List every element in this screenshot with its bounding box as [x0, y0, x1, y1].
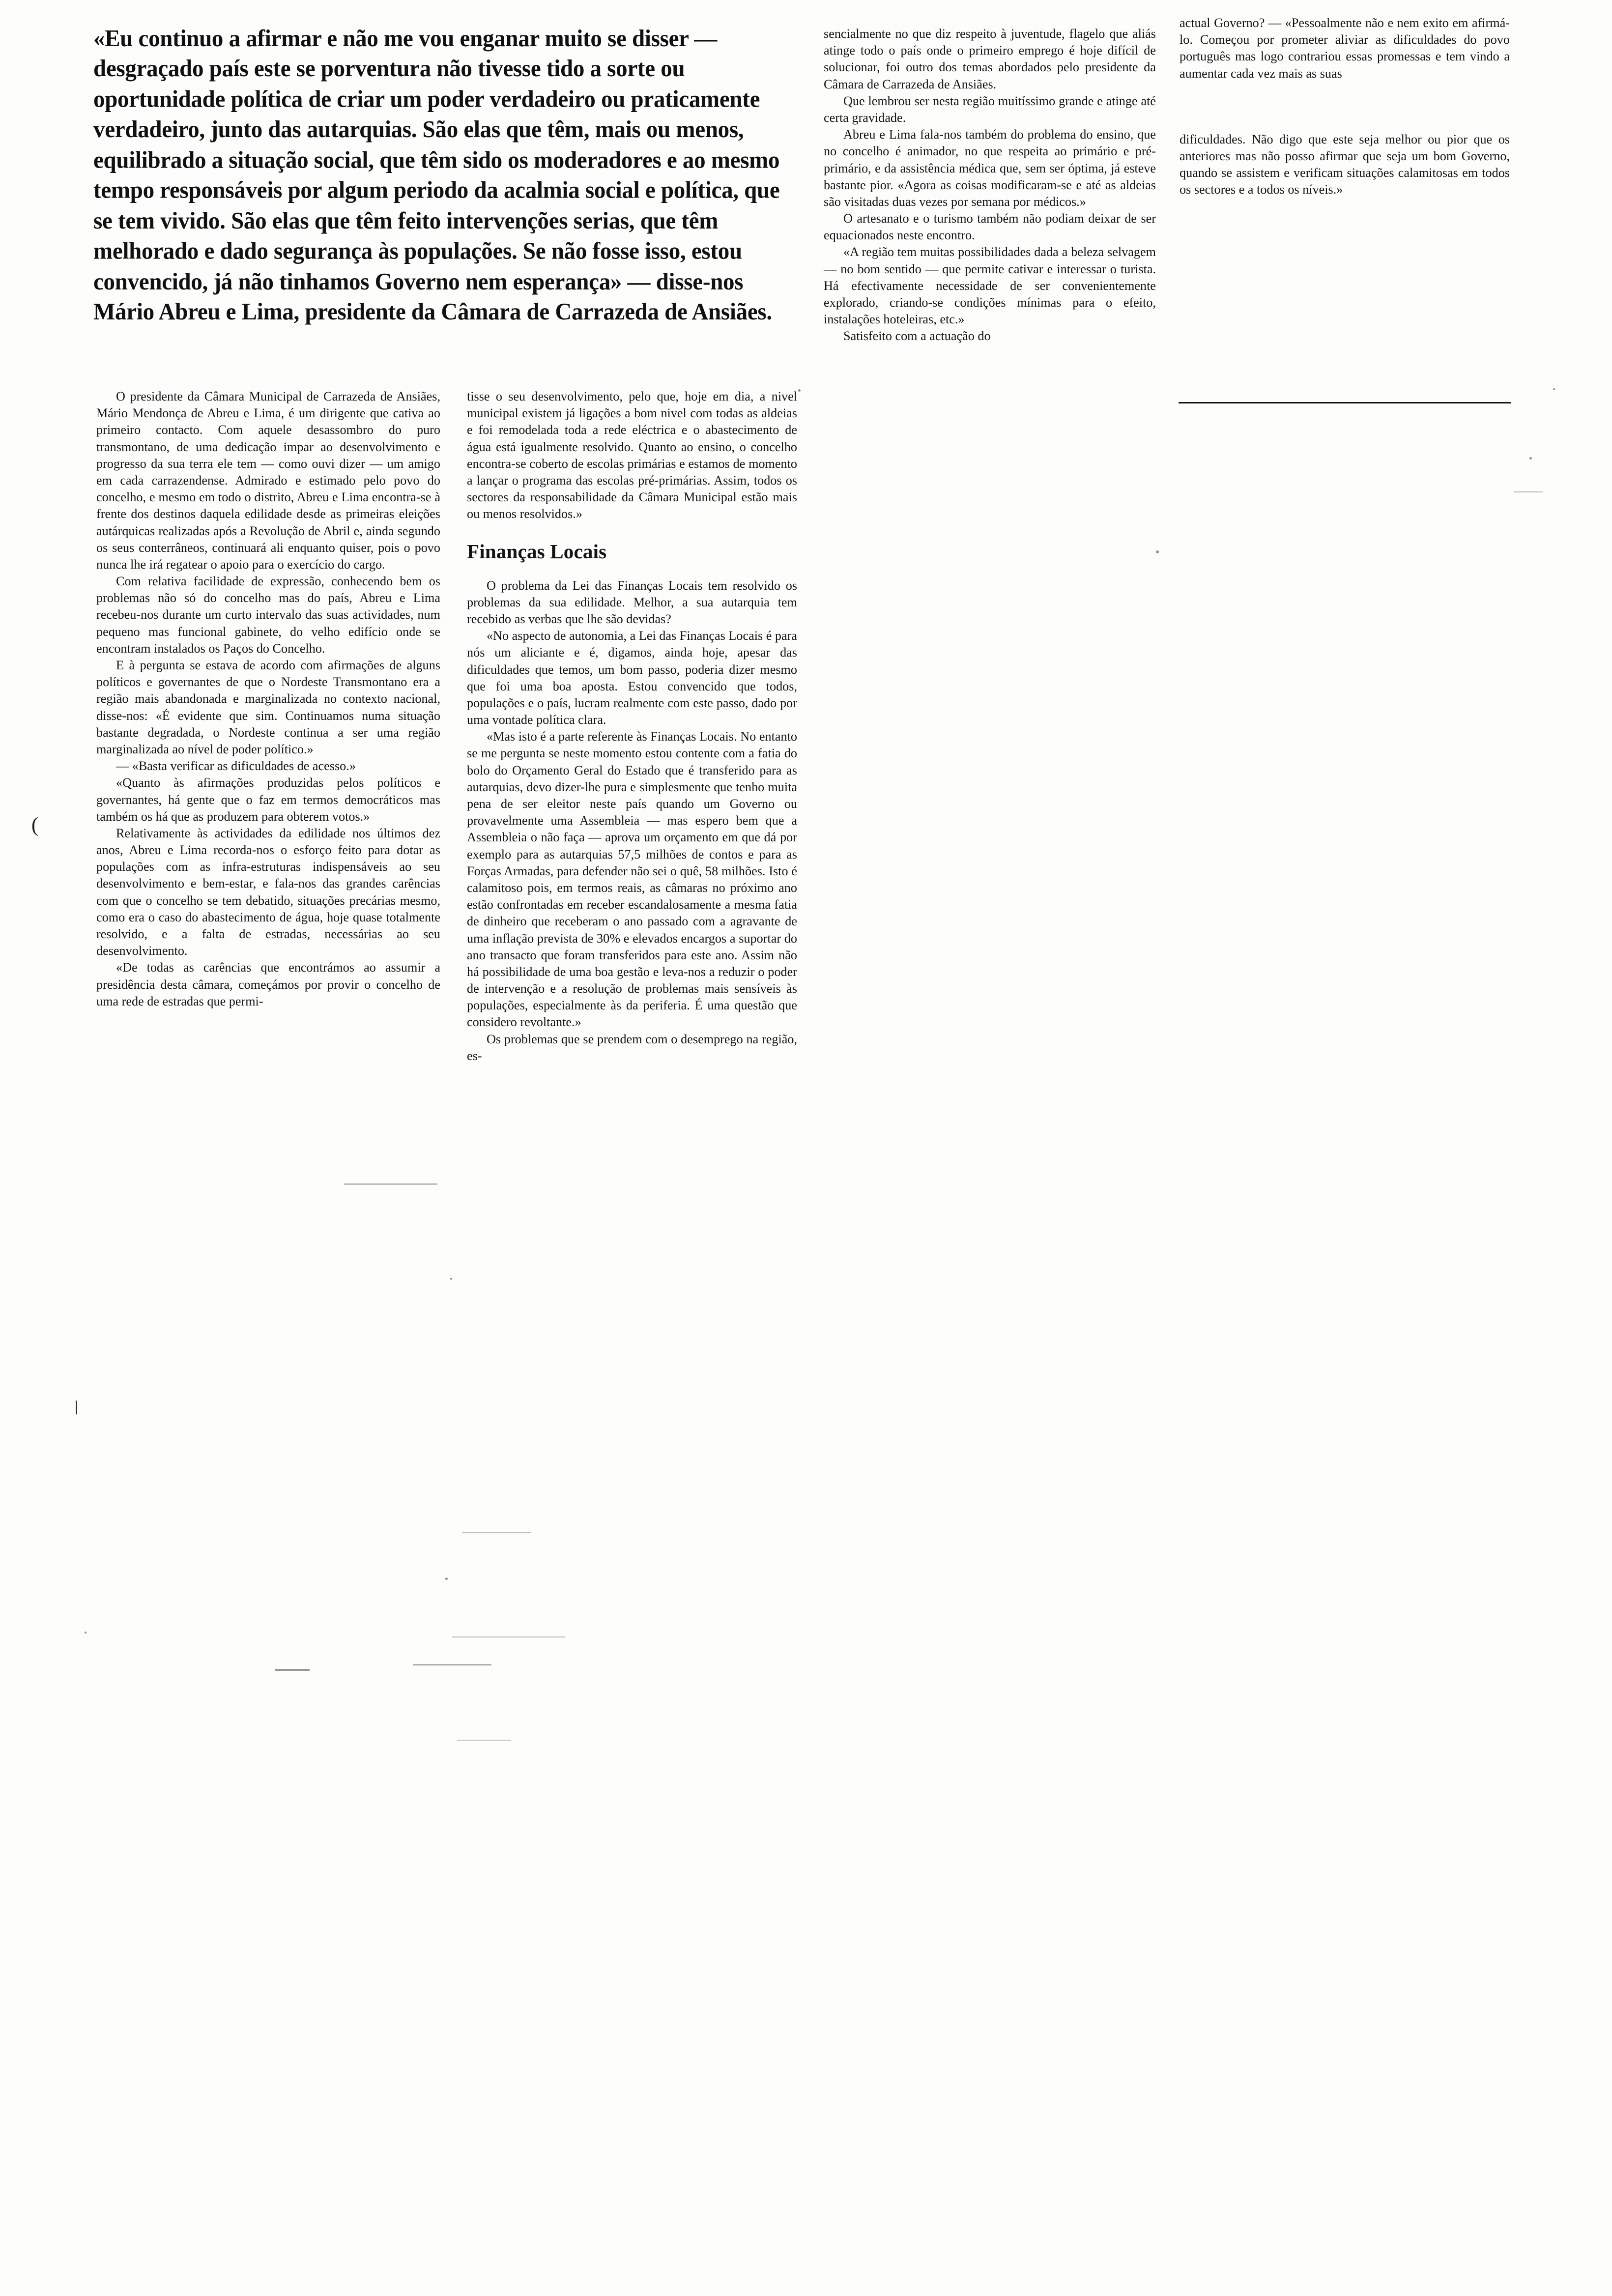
paragraph-continuation: actual Governo? — «Pessoalmente não e nem exito em afirmá-lo. Começou por prometer aliviar as dificuldades do povo português mas logo contrariou essas promessas e tem vindo a aumentar cada vez mais as suas: [1180, 16, 1510, 81]
scan-speck: [1156, 550, 1159, 553]
lead-quote-block: [93, 24, 791, 325]
scan-speck: [1553, 388, 1555, 390]
scan-speck: [450, 1278, 452, 1280]
scan-smudge: [344, 1183, 437, 1185]
scan-artifact-slash-mark: \: [70, 1396, 83, 1419]
article-column-4: [1180, 15, 1510, 199]
scan-speck: [85, 1632, 86, 1634]
paragraph: O problema da Lei das Finanças Locais tem resolvido os problemas da sua edilidade. Melhor, a sua autarquia tem recebido as verbas que lhe são devidas?: [467, 578, 797, 626]
paragraph-continuation: sencialmente no que diz respeito à juventude, flagelo que aliás atinge todo o país onde o primeiro emprego é hoje difícil de solucionar, foi outro dos temas abordados pelo presidente da Câmara de Carrazeda de Ansiães.: [824, 27, 1156, 91]
paragraph: Abreu e Lima fala-nos também do problema do ensino, que no concelho é animador, no que respeita ao primário e pré-primário, e da assistência médica que, sem ser óptima, já esteve bastante pior. «Agora as coisas modificaram-se e até as aldeias são visitadas duas vezes por semana por médicos.»: [824, 127, 1156, 209]
paragraph: «De todas as carências que encontrámos ao assumir a presidência desta câmara, começámos por provir o concelho de uma rede de estradas que permi-: [96, 960, 440, 1008]
paragraph: Os problemas que se prendem com o desemprego na região, es-: [467, 1032, 797, 1063]
paragraph: «Mas isto é a parte referente às Finanças Locais. No entanto se me pergunta se neste momento estou contente com a fatia do bolo do Orçamento Geral do Estado que é transferido para as autarquias, devo dizer-lhe pura e simplesmente que tenho muita pena de ser eleitor neste país quando um Governo ou provavelmente uma Assembleia — mas espero bem que a Assembleia o não faça — aprova um orçamento em que dá por exemplo para as autarquias 57,5 milhões de contos e para as Forças Armadas, para defender não sei o quê, 58 milhões. Isto é calamitoso pois, em termos reais, as câmaras no próximo ano estão confrontadas em receber escandalosamente a mesma fatia de dinheiro que receberam o ano passado com a agravante de uma inflação prevista de 30% e elevados encargos a suportar do ano transacto que foram transferidos para este ano. Assim não há possibilidade de uma boa gestão e leva-nos a reduzir o poder de intervenção e a resolução de problemas mais sensíveis às populações, especialmente às da periferia. É uma questão que considero revoltante.»: [467, 729, 797, 1030]
paragraph: E à pergunta se estava de acordo com afirmações de alguns políticos e governantes de que o Nordeste Transmontano era a região mais abandonada e marginalizada no contexto nacional, disse-nos: «É evidente que sim. Continuamos numa situação bastante degradada, o Nordeste continua a ser uma região marginalizada ao nível de poder político.»: [96, 658, 440, 756]
scan-smudge: [413, 1664, 491, 1665]
scan-smudge: [452, 1636, 565, 1637]
column-end-rule: [1179, 402, 1511, 403]
article-column-1: [96, 388, 440, 1010]
section-subheading-financas-locais: Finanças Locais: [467, 540, 607, 563]
scan-speck: [1529, 457, 1532, 459]
paragraph: «No aspecto de autonomia, a Lei das Finanças Locais é para nós um aliciante e é, digamos, ainda hoje, apesar das dificuldades que temos, um bom passo, poderia dizer mesmo que foi uma boa aposta. Estou convencido que todos, populações e o país, lucram realmente com este passo, dado por uma vontade política clara.: [467, 629, 797, 727]
column-gap-spacer: [1180, 82, 1510, 131]
paragraph-continuation: tisse o seu desenvolvimento, pelo que, hoje em dia, a nivel municipal existem já ligações a bom nivel com todas as aldeias e foi remodelada toda a rede eléctrica e o abastecimento de água está igualmente resolvido. Quanto ao ensino, o concelho encontra-se coberto de escolas primárias e estamos de momento a lançar o programa das escolas pré-primárias. Assim, todos os sectores da responsabilidade da Câmara Municipal estão mais ou menos resolvidos.»: [467, 389, 797, 521]
lead-quote-text: «Eu continuo a afirmar e não me vou enganar muito se disser — desgraçado país este se porventura não tivesse tido a sorte ou oportunidade política de criar um poder verdadeiro ou praticamente verdadeiro, junto das autarquias. São elas que têm, mais ou menos, equilibrado a situação social, que têm sido os moderadores e ao mesmo tempo responsáveis por algum periodo da acalmia social e política, que se tem vivido. São elas que têm feito intervenções serias, que têm melhorado e dado segurança às populações. Se não fosse isso, estou convencido, já não tinhamos Governo nem esperança» — disse-nos Mário Abreu e Lima, presidente da Câmara de Carrazeda de Ansiães.: [93, 25, 780, 325]
paragraph: «A região tem muitas possibilidades dada a beleza selvagem — no bom sentido — que permite cativar e interessar o turista. Há efectivamente necessidade de ser convenientemente explorado, criando-se condições mínimas para o efeito, instalações hoteleiras, etc.»: [824, 245, 1156, 327]
paragraph: «Quanto às afirmações produzidas pelos políticos e governantes, há gente que o faz em termos democráticos mas também os há que as produzem para obterem votos.»: [96, 775, 440, 824]
scan-artifact-parenthesis-mark: (: [31, 814, 38, 836]
paragraph-continuation: dificuldades. Não digo que este seja melhor ou pior que os anteriores mas não posso afirmar que seja um bom Governo, quando se assistem e verificam situações calamitosas em todos os sectores e a todos os níveis.»: [1180, 132, 1510, 197]
paragraph: Satisfeito com a actuação do: [843, 329, 991, 344]
paragraph: Que lembrou ser nesta região muitíssimo grande e atinge até certa gravidade.: [824, 93, 1156, 125]
scan-smudge: [457, 1740, 511, 1741]
scan-speck: [798, 389, 801, 392]
paragraph: — «Basta verificar as dificuldades de acesso.»: [116, 759, 356, 774]
paragraph: O presidente da Câmara Municipal de Carrazeda de Ansiães, Mário Mendonça de Abreu e Lima, é um dirigente que cativa ao primeiro contacto. Com aquele desassombro do puro transmontano, de uma dedicação impar ao desenvolvimento e progresso da sua terra ele tem — como ouvi dizer — um amigo em cada carrazendense. Admirado e estimado pelo povo do concelho, e mesmo em todo o distrito, Abreu e Lima encontra-se à frente dos destinos daquela edilidade desde as primeiras eleições autárquicas realizadas após a Revolução de Abril e, ainda segundo os seus conterrâneos, continuará ali enquanto quiser, pois o povo nunca lhe irá regatear o apoio para o exercício do cargo.: [96, 389, 440, 572]
article-column-2: [467, 388, 797, 1064]
scan-smudge: [1514, 491, 1543, 492]
paragraph: Com relativa facilidade de expressão, conhecendo bem os problemas não só do concelho mas do país, Abreu e Lima recebeu-nos durante um curto intervalo das suas actividades, num pequeno mas funcional gabinete, do velho edifício onde se encontram instalados os Paços do Concelho.: [96, 574, 440, 656]
scan-smudge: [462, 1532, 531, 1533]
scan-speck: [445, 1578, 448, 1580]
article-column-3: [824, 26, 1156, 345]
paragraph: Relativamente às actividades da edilidade nos últimos dez anos, Abreu e Lima recorda-nos o esforço feito para dotar as populações com as infra-estruturas indispensáveis ao seu desenvolvimento e bem-estar, e fala-nos das grandes carências com que o concelho se tem debatido, situações precárias mesmo, como era o caso do abastecimento de água, hoje quase totalmente resolvido, e a falta de estradas, necessárias ao seu desenvolvimento.: [96, 826, 440, 958]
scan-smudge: [275, 1669, 310, 1671]
paragraph: O artesanato e o turismo também não podiam deixar de ser equacionados neste encontro.: [824, 211, 1156, 243]
